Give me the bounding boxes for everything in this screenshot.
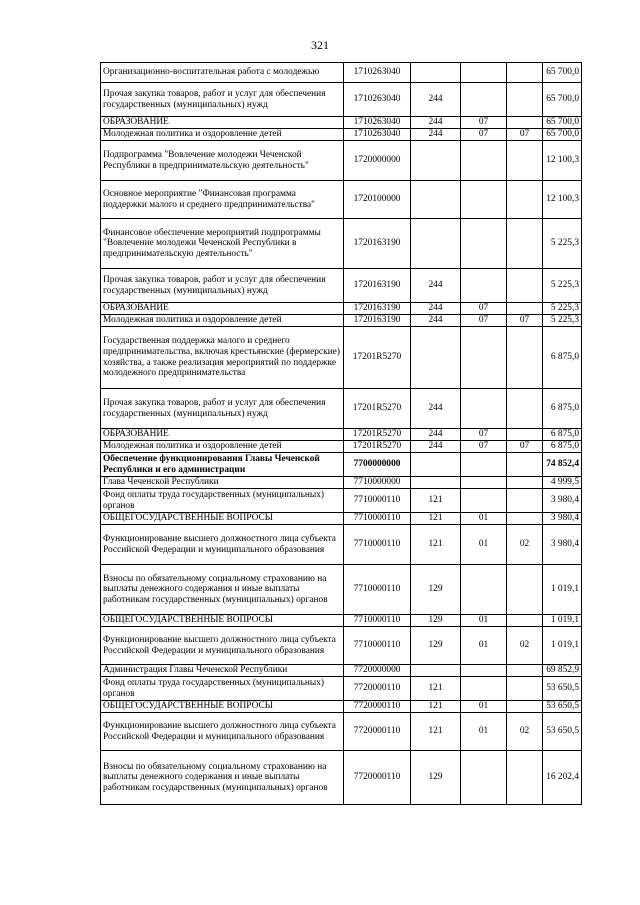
target-code-cell: 7710000110 <box>344 565 411 615</box>
expense-type-cell <box>411 219 461 269</box>
target-code-cell: 7720000110 <box>344 701 411 713</box>
row-name-cell: Функционирование высшего должностного лица субъекта Российской Федерации и муниципального образования <box>101 713 344 751</box>
target-code-cell: 7720000110 <box>344 751 411 805</box>
row-name-cell: Глава Чеченской Республики <box>101 477 344 489</box>
target-code-cell: 17201R5270 <box>344 327 411 389</box>
table-row <box>101 219 582 269</box>
row-name-cell: Фонд оплаты труда государственных (муниципальных) органов <box>101 489 344 513</box>
section-cell <box>461 565 507 615</box>
table-row <box>101 117 582 129</box>
section-cell <box>461 389 507 429</box>
subsection-cell <box>507 429 543 441</box>
row-name-cell: Администрация Главы Чеченской Республики <box>101 665 344 677</box>
amount-cell: 16 202,4 <box>543 751 582 805</box>
subsection-cell <box>507 677 543 701</box>
expense-type-cell: 121 <box>411 701 461 713</box>
subsection-cell <box>507 141 543 181</box>
expense-type-cell: 244 <box>411 269 461 303</box>
amount-cell: 65 700,0 <box>543 129 582 141</box>
target-code-cell: 1720163190 <box>344 315 411 327</box>
amount-cell: 5 225,3 <box>543 219 582 269</box>
expense-type-cell <box>411 453 461 477</box>
target-code-cell: 1720163190 <box>344 269 411 303</box>
amount-cell: 53 650,5 <box>543 677 582 701</box>
amount-cell: 3 980,4 <box>543 513 582 525</box>
section-cell <box>461 141 507 181</box>
row-name-cell: Прочая закупка товаров, работ и услуг для обеспечения государственных (муниципальных) нужд <box>101 389 344 429</box>
table-row <box>101 315 582 327</box>
row-name-cell: Организационно-воспитательная работа с молодежью <box>101 63 344 83</box>
expense-type-cell: 129 <box>411 565 461 615</box>
target-code-cell: 17201R5270 <box>344 389 411 429</box>
subsection-cell <box>507 665 543 677</box>
target-code-cell: 7710000110 <box>344 489 411 513</box>
expense-type-cell: 129 <box>411 627 461 665</box>
subsection-cell <box>507 453 543 477</box>
subsection-cell: 02 <box>507 713 543 751</box>
subsection-cell <box>507 477 543 489</box>
expense-type-cell <box>411 477 461 489</box>
subsection-cell <box>507 389 543 429</box>
section-cell: 01 <box>461 713 507 751</box>
expense-type-cell <box>411 665 461 677</box>
amount-cell: 5 225,3 <box>543 269 582 303</box>
row-name-cell: Государственная поддержка малого и среднего предпринимательства, включая крестьянские (фермерские) хозяйства, а также реализация мероприятий по поддержке молодежного предпринимательства <box>101 327 344 389</box>
section-cell: 01 <box>461 627 507 665</box>
target-code-cell: 7710000110 <box>344 525 411 565</box>
amount-cell: 12 100,3 <box>543 181 582 219</box>
target-code-cell: 1720163190 <box>344 303 411 315</box>
section-cell: 07 <box>461 315 507 327</box>
subsection-cell: 07 <box>507 129 543 141</box>
section-cell <box>461 219 507 269</box>
section-cell <box>461 63 507 83</box>
table-row <box>101 327 582 389</box>
subsection-cell <box>507 269 543 303</box>
expense-type-cell: 121 <box>411 489 461 513</box>
subsection-cell <box>507 63 543 83</box>
row-name-cell: ОБРАЗОВАНИЕ <box>101 429 344 441</box>
amount-cell: 3 980,4 <box>543 525 582 565</box>
row-name-cell: ОБЩЕГОСУДАРСТВЕННЫЕ ВОПРОСЫ <box>101 701 344 713</box>
amount-cell: 1 019,1 <box>543 565 582 615</box>
expense-type-cell: 244 <box>411 117 461 129</box>
table-row <box>101 627 582 665</box>
table-row <box>101 525 582 565</box>
row-name-cell: Основное мероприятие "Финансовая программа поддержки малого и среднего предпринимательства" <box>101 181 344 219</box>
expense-type-cell: 244 <box>411 129 461 141</box>
target-code-cell: 1710263040 <box>344 63 411 83</box>
amount-cell: 1 019,1 <box>543 627 582 665</box>
amount-cell: 6 875,0 <box>543 441 582 453</box>
table-row <box>101 441 582 453</box>
target-code-cell: 1710263040 <box>344 117 411 129</box>
section-cell: 01 <box>461 615 507 627</box>
row-name-cell: Прочая закупка товаров, работ и услуг для обеспечения государственных (муниципальных) нужд <box>101 83 344 117</box>
target-code-cell: 7710000110 <box>344 627 411 665</box>
target-code-cell: 7700000000 <box>344 453 411 477</box>
table-row <box>101 751 582 805</box>
table-row <box>101 489 582 513</box>
row-name-cell: Взносы по обязательному социальному страхованию на выплаты денежного содержания и иные выплаты работникам государственных (муниципальных) органов <box>101 565 344 615</box>
target-code-cell: 7720000110 <box>344 677 411 701</box>
target-code-cell: 1720000000 <box>344 141 411 181</box>
budget-table-body <box>101 63 582 805</box>
subsection-cell: 02 <box>507 525 543 565</box>
row-name-cell: Молодежная политика и оздоровление детей <box>101 315 344 327</box>
amount-cell: 6 875,0 <box>543 429 582 441</box>
row-name-cell: Взносы по обязательному социальному страхованию на выплаты денежного содержания и иные выплаты работникам государственных (муниципальных) органов <box>101 751 344 805</box>
subsection-cell <box>507 565 543 615</box>
table-row <box>101 565 582 615</box>
row-name-cell: Молодежная политика и оздоровление детей <box>101 129 344 141</box>
table-row <box>101 141 582 181</box>
subsection-cell: 07 <box>507 441 543 453</box>
expense-type-cell: 121 <box>411 525 461 565</box>
subsection-cell <box>507 181 543 219</box>
row-name-cell: ОБРАЗОВАНИЕ <box>101 303 344 315</box>
subsection-cell <box>507 303 543 315</box>
expense-type-cell <box>411 327 461 389</box>
table-row <box>101 665 582 677</box>
target-code-cell: 1720100000 <box>344 181 411 219</box>
amount-cell: 69 852,9 <box>543 665 582 677</box>
section-cell: 01 <box>461 525 507 565</box>
expense-type-cell: 244 <box>411 315 461 327</box>
section-cell: 01 <box>461 701 507 713</box>
section-cell <box>461 269 507 303</box>
table-row <box>101 63 582 83</box>
target-code-cell: 7710000110 <box>344 513 411 525</box>
row-name-cell: Фонд оплаты труда государственных (муниципальных) органов <box>101 677 344 701</box>
expense-type-cell: 121 <box>411 677 461 701</box>
budget-table <box>100 62 582 805</box>
amount-cell: 5 225,3 <box>543 303 582 315</box>
expense-type-cell: 244 <box>411 441 461 453</box>
amount-cell: 65 700,0 <box>543 117 582 129</box>
amount-cell: 12 100,3 <box>543 141 582 181</box>
table-row <box>101 429 582 441</box>
table-row <box>101 477 582 489</box>
amount-cell: 5 225,3 <box>543 315 582 327</box>
section-cell <box>461 751 507 805</box>
table-row <box>101 701 582 713</box>
expense-type-cell <box>411 63 461 83</box>
expense-type-cell <box>411 181 461 219</box>
amount-cell: 65 700,0 <box>543 63 582 83</box>
table-row <box>101 83 582 117</box>
amount-cell: 65 700,0 <box>543 83 582 117</box>
section-cell: 01 <box>461 513 507 525</box>
section-cell: 07 <box>461 429 507 441</box>
section-cell: 07 <box>461 441 507 453</box>
amount-cell: 74 852,4 <box>543 453 582 477</box>
expense-type-cell: 121 <box>411 713 461 751</box>
subsection-cell <box>507 701 543 713</box>
page-number: 321 <box>311 38 329 52</box>
amount-cell: 1 019,1 <box>543 615 582 627</box>
subsection-cell <box>507 219 543 269</box>
section-cell <box>461 665 507 677</box>
row-name-cell: Молодежная политика и оздоровление детей <box>101 441 344 453</box>
subsection-cell <box>507 327 543 389</box>
row-name-cell: Функционирование высшего должностного лица субъекта Российской Федерации и муниципального образования <box>101 525 344 565</box>
section-cell <box>461 677 507 701</box>
section-cell <box>461 83 507 117</box>
subsection-cell: 07 <box>507 315 543 327</box>
subsection-cell <box>507 489 543 513</box>
row-name-cell: Финансовое обеспечение мероприятий подпрограммы "Вовлечение молодежи Чеченской Республики в предпринимательскую деятельность" <box>101 219 344 269</box>
target-code-cell: 17201R5270 <box>344 441 411 453</box>
expense-type-cell: 121 <box>411 513 461 525</box>
row-name-cell: ОБРАЗОВАНИЕ <box>101 117 344 129</box>
row-name-cell: ОБЩЕГОСУДАРСТВЕННЫЕ ВОПРОСЫ <box>101 615 344 627</box>
amount-cell: 6 875,0 <box>543 327 582 389</box>
amount-cell: 3 980,4 <box>543 489 582 513</box>
section-cell <box>461 453 507 477</box>
row-name-cell: Прочая закупка товаров, работ и услуг для обеспечения государственных (муниципальных) нужд <box>101 269 344 303</box>
amount-cell: 53 650,5 <box>543 713 582 751</box>
target-code-cell: 7720000000 <box>344 665 411 677</box>
table-row <box>101 453 582 477</box>
expense-type-cell: 244 <box>411 429 461 441</box>
subsection-cell <box>507 751 543 805</box>
section-cell: 07 <box>461 129 507 141</box>
section-cell: 07 <box>461 303 507 315</box>
amount-cell: 4 999,5 <box>543 477 582 489</box>
table-row <box>101 389 582 429</box>
subsection-cell <box>507 117 543 129</box>
subsection-cell <box>507 83 543 117</box>
subsection-cell: 02 <box>507 627 543 665</box>
section-cell <box>461 477 507 489</box>
table-row <box>101 713 582 751</box>
table-row <box>101 269 582 303</box>
target-code-cell: 17201R5270 <box>344 429 411 441</box>
target-code-cell: 7710000110 <box>344 615 411 627</box>
expense-type-cell: 244 <box>411 389 461 429</box>
section-cell <box>461 327 507 389</box>
amount-cell: 53 650,5 <box>543 701 582 713</box>
row-name-cell: Подпрограмма "Вовлечение молодежи Чеченской Республики в предпринимательскую деятельность" <box>101 141 344 181</box>
target-code-cell: 1720163190 <box>344 219 411 269</box>
row-name-cell: ОБЩЕГОСУДАРСТВЕННЫЕ ВОПРОСЫ <box>101 513 344 525</box>
table-row <box>101 677 582 701</box>
subsection-cell <box>507 513 543 525</box>
table-row <box>101 513 582 525</box>
expense-type-cell <box>411 141 461 181</box>
table-row <box>101 615 582 627</box>
expense-type-cell: 129 <box>411 751 461 805</box>
target-code-cell: 7720000110 <box>344 713 411 751</box>
section-cell <box>461 181 507 219</box>
expense-type-cell: 244 <box>411 303 461 315</box>
table-row <box>101 303 582 315</box>
table-row <box>101 181 582 219</box>
table-row <box>101 129 582 141</box>
subsection-cell <box>507 615 543 627</box>
expense-type-cell: 129 <box>411 615 461 627</box>
row-name-cell: Обеспечение функционирования Главы Чеченской Республики и его администрации <box>101 453 344 477</box>
amount-cell: 6 875,0 <box>543 389 582 429</box>
section-cell: 07 <box>461 117 507 129</box>
target-code-cell: 7710000000 <box>344 477 411 489</box>
section-cell <box>461 489 507 513</box>
target-code-cell: 1710263040 <box>344 129 411 141</box>
target-code-cell: 1710263040 <box>344 83 411 117</box>
row-name-cell: Функционирование высшего должностного лица субъекта Российской Федерации и муниципального образования <box>101 627 344 665</box>
expense-type-cell: 244 <box>411 83 461 117</box>
